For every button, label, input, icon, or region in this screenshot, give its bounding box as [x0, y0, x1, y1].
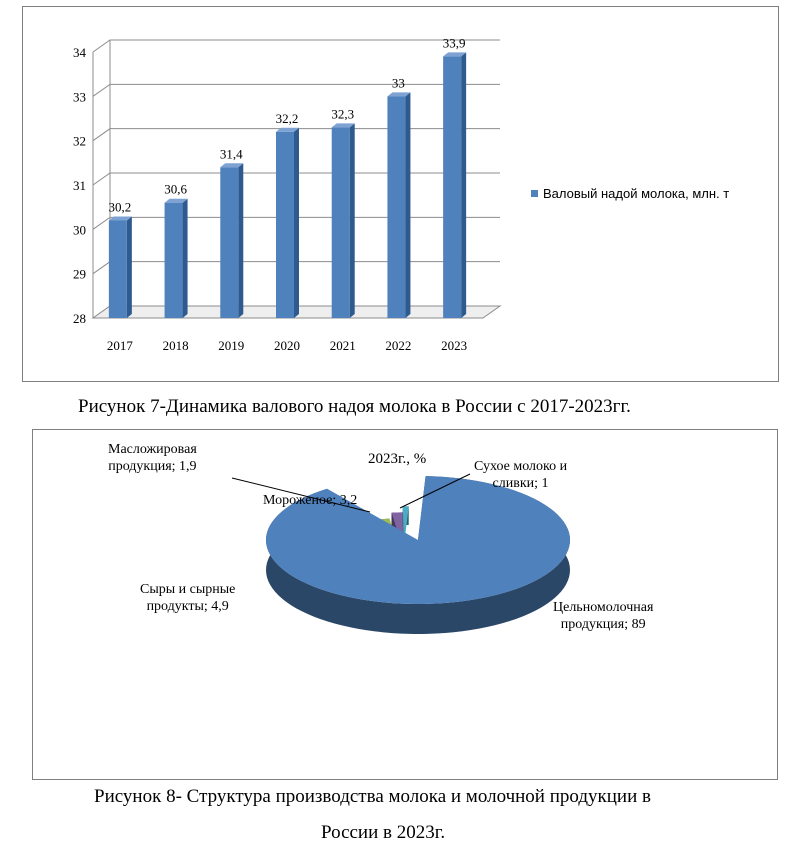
y-tick-label: 29	[73, 266, 86, 282]
bar-value-label: 33	[391, 75, 405, 91]
x-tick-label: 2023	[441, 338, 468, 353]
pie-label-cheese-line1: Сыры и сырные	[140, 582, 236, 597]
pie-label-cheese	[140, 581, 235, 615]
pie-label-dry-milk	[474, 458, 567, 492]
y-tick-label: 32	[73, 133, 86, 149]
x-tick-label: 2018	[162, 338, 189, 353]
pie-label-cheese-line2: продукты; 4,9	[146, 599, 229, 614]
bar-value-label: 30,2	[108, 199, 132, 215]
y-tick-label: 30	[73, 222, 86, 238]
pie-label-whole-milk-line1: Цельномолочная	[553, 600, 654, 615]
x-tick-label: 2022	[385, 338, 412, 353]
pie-label-dry-milk-line2: сливки; 1	[492, 476, 549, 491]
x-tick-label: 2021	[329, 338, 356, 353]
pie-label-icecream	[263, 492, 357, 509]
pie-label-butter-line1: Масложировая	[108, 442, 197, 457]
pie-label-butter	[108, 441, 197, 475]
y-tick-label: 34	[73, 45, 86, 60]
pie-label-dry-milk-line1: Сухое молоко и	[474, 459, 568, 474]
pie-label-icecream-line1: Мороженое; 3,2	[263, 493, 358, 508]
bar-value-label: 31,4	[219, 146, 243, 162]
x-tick-label: 2019	[218, 338, 245, 353]
bar-value-label: 33,9	[442, 35, 466, 51]
y-tick-label: 33	[73, 89, 86, 105]
legend-label: Валовый надой молока, млн. т	[543, 186, 730, 201]
pie-chart-title: 2023г., %	[368, 451, 427, 467]
y-tick-label: 31	[73, 178, 86, 193]
figure7-caption: Рисунок 7-Динамика валового надоя молока в России с 2017-2023гг.	[78, 396, 631, 417]
bar-value-label: 32,2	[275, 110, 299, 126]
pie-label-whole-milk	[553, 599, 653, 633]
pie-label-whole-milk-line2: продукция; 89	[560, 617, 646, 632]
bar-value-label: 32,3	[331, 106, 355, 122]
bar-value-label: 30,6	[164, 181, 187, 197]
y-tick-label: 28	[73, 311, 86, 326]
x-tick-label: 2017	[106, 338, 133, 353]
x-tick-label: 2020	[274, 338, 300, 353]
figure8-caption-line1: Рисунок 8- Структура производства молока и молочной продукции в	[94, 786, 651, 807]
figure8-caption-line2: России в 2023г.	[321, 822, 446, 843]
pie-label-butter-line2: продукция; 1,9	[108, 459, 197, 474]
